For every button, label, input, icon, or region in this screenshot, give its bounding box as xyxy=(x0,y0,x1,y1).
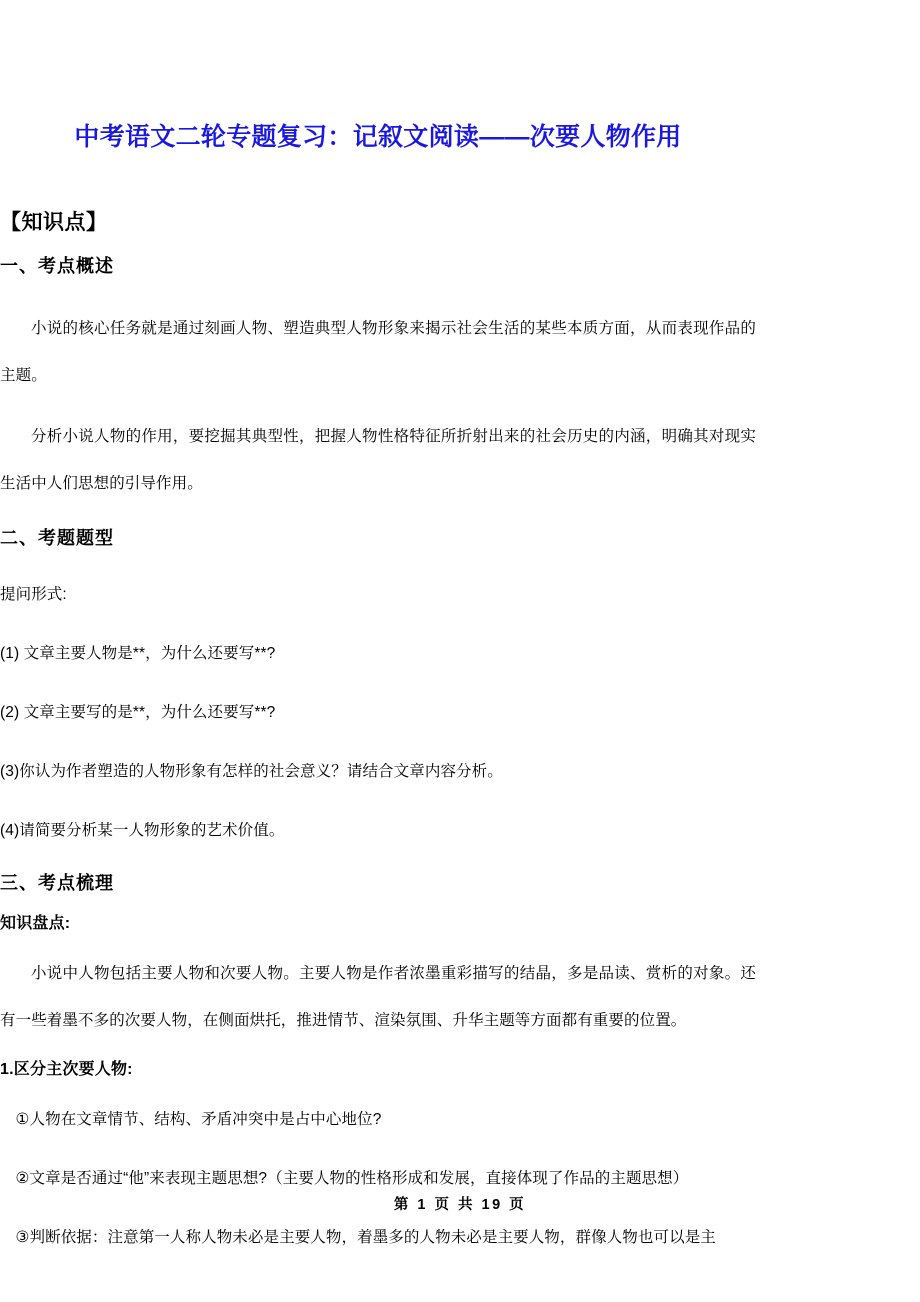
page-footer: 第 1 页 共 19 页 xyxy=(393,1197,527,1213)
spacer xyxy=(0,736,756,748)
heading-kaoti-tixing: 二、考题题型 xyxy=(0,528,114,548)
spacer xyxy=(0,932,756,950)
knowledge-inventory-label: 知识盘点: xyxy=(0,915,71,932)
document-body xyxy=(0,212,756,1261)
sub-item-2: ②文章是否通过“他”来表现主题思想?（主要人物的性格形成和发展，直接体现了作品的主题思想） xyxy=(15,1170,689,1187)
paragraph-main-vs-minor: 小说中人物包括主要人物和次要人物。主要人物是作者浓墨重彩描写的结晶，多是品读、赏析的对象。还有一些着墨不多的次要人物，在侧面烘托，推进情节、渲染氛围、升华主题等方面都有重要的位置。 xyxy=(0,965,756,1029)
title-block xyxy=(0,122,756,153)
question-item-4: (4)请简要分析某一人物形象的艺术价值。 xyxy=(0,822,285,839)
knowledge-point-header: 【知识点】 xyxy=(0,211,108,234)
spacer xyxy=(0,547,756,571)
sub-item-1: ①人物在文章情节、结构、矛盾冲突中是占中心地位? xyxy=(15,1111,382,1128)
spacer xyxy=(0,1078,756,1096)
question-item-3: (3)你认为作者塑造的人物形象有怎样的社会意义？请结合文章内容分析。 xyxy=(0,763,503,780)
page-title: 中考语文二轮专题复习：记叙文阅读——次要人物作用 xyxy=(74,123,682,151)
sub-heading-distinguish-characters: 1.区分主次要人物: xyxy=(0,1061,133,1078)
spacer xyxy=(0,677,756,689)
spacer xyxy=(0,275,756,305)
question-item-2: (2) 文章主要写的是**，为什么还要写**? xyxy=(0,704,276,721)
spacer xyxy=(0,399,756,413)
sub-item-3: ③判断依据：注意第一人称人物未必是主要人物，着墨多的人物未必是主要人物，群像人物也可以是主 xyxy=(15,1229,716,1246)
heading-kaodian-shuli: 三、考点梳理 xyxy=(0,873,114,893)
spacer xyxy=(0,618,756,630)
spacer xyxy=(0,892,756,916)
spacer xyxy=(0,854,756,874)
paragraph-analysis-role: 分析小说人物的作用，要挖掘其典型性，把握人物性格特征所折射出来的社会历史的内涵，明确其对现实生活中人们思想的引导作用。 xyxy=(0,428,756,492)
heading-kaodian-gaishu: 一、考点概述 xyxy=(0,256,114,276)
paragraph-core-task: 小说的核心任务就是通过刻画人物、塑造典型人物形象来揭示社会生活的某些本质方面，从而表现作品的主题。 xyxy=(0,320,756,384)
spacer xyxy=(0,795,756,807)
spacer xyxy=(0,1044,756,1062)
spacer xyxy=(0,1143,756,1155)
question-item-1: (1) 文章主要人物是**，为什么还要写**? xyxy=(0,645,276,662)
spacer xyxy=(0,507,756,529)
prompt-form-label: 提问形式: xyxy=(0,586,67,603)
